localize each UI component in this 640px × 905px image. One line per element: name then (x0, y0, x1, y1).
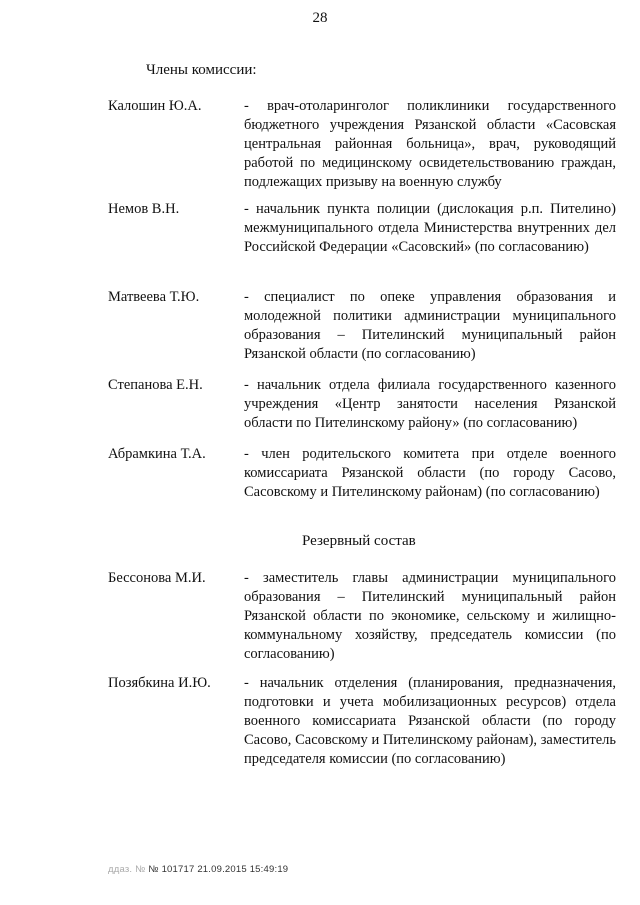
reserve-role: - заместитель главы администрации муниципального образования – Пителинский муниципальный район Рязанской области по экономике, сельскому и жилищно-коммунальному хозяйству, председатель комиссии (по согласованию) (244, 570, 616, 662)
member-role: - начальник пункта полиции (дислокация р.п. Пителино) межмуниципального отдела Министерства внутренних дел Российской Федерации «Сасовский» (по согласованию) (244, 201, 616, 255)
member-name: Степанова Е.Н. (108, 377, 203, 393)
member-name: Абрамкина Т.А. (108, 446, 206, 462)
stamp-prefix: ддаз. № (108, 864, 146, 875)
reserve-name: Позябкина И.Ю. (108, 675, 211, 691)
stamp-text: № 101717 21.09.2015 15:49:19 (148, 864, 289, 875)
member-role: - специалист по опеке управления образования и молодежной политики администрации муниципального образования – Пителинский муниципальный район Рязанской области (по согласованию) (244, 289, 616, 362)
reserve-role: - начальник отделения (планирования, предназначения, подготовки и учета мобилизационных ресурсов) отдела военного комиссариата Рязанской области (по городу Сасово, Сасовскому и Пителинскому районам), заместитель председателя комиссии (по согласованию) (244, 675, 616, 767)
member-name: Калошин Ю.А. (108, 98, 202, 114)
document-stamp (108, 864, 288, 875)
reserve-title: Резервный состав (302, 533, 416, 549)
page-number: 28 (312, 10, 328, 26)
member-role: - врач-отоларинголог поликлиники государственного бюджетного учреждения Рязанской области «Сасовская центральная районная больница», врач, руководящий работой по медицинскому освидетельствованию граждан, подлежащих призыву на военную службу (244, 98, 616, 190)
reserve-name: Бессонова М.И. (108, 570, 206, 586)
member-name: Немов В.Н. (108, 201, 180, 217)
members-title: Члены комиссии: (146, 62, 257, 78)
member-role: - начальник отдела филиала государственного казенного учреждения «Центр занятости населения Рязанской области по Пителинскому району» (по согласованию) (244, 377, 616, 431)
member-role: - член родительского комитета при отделе военного комиссариата Рязанской области (по городу Сасово, Сасовскому и Пителинскому районам) (по согласованию) (244, 446, 616, 500)
member-name: Матвеева Т.Ю. (108, 289, 200, 305)
